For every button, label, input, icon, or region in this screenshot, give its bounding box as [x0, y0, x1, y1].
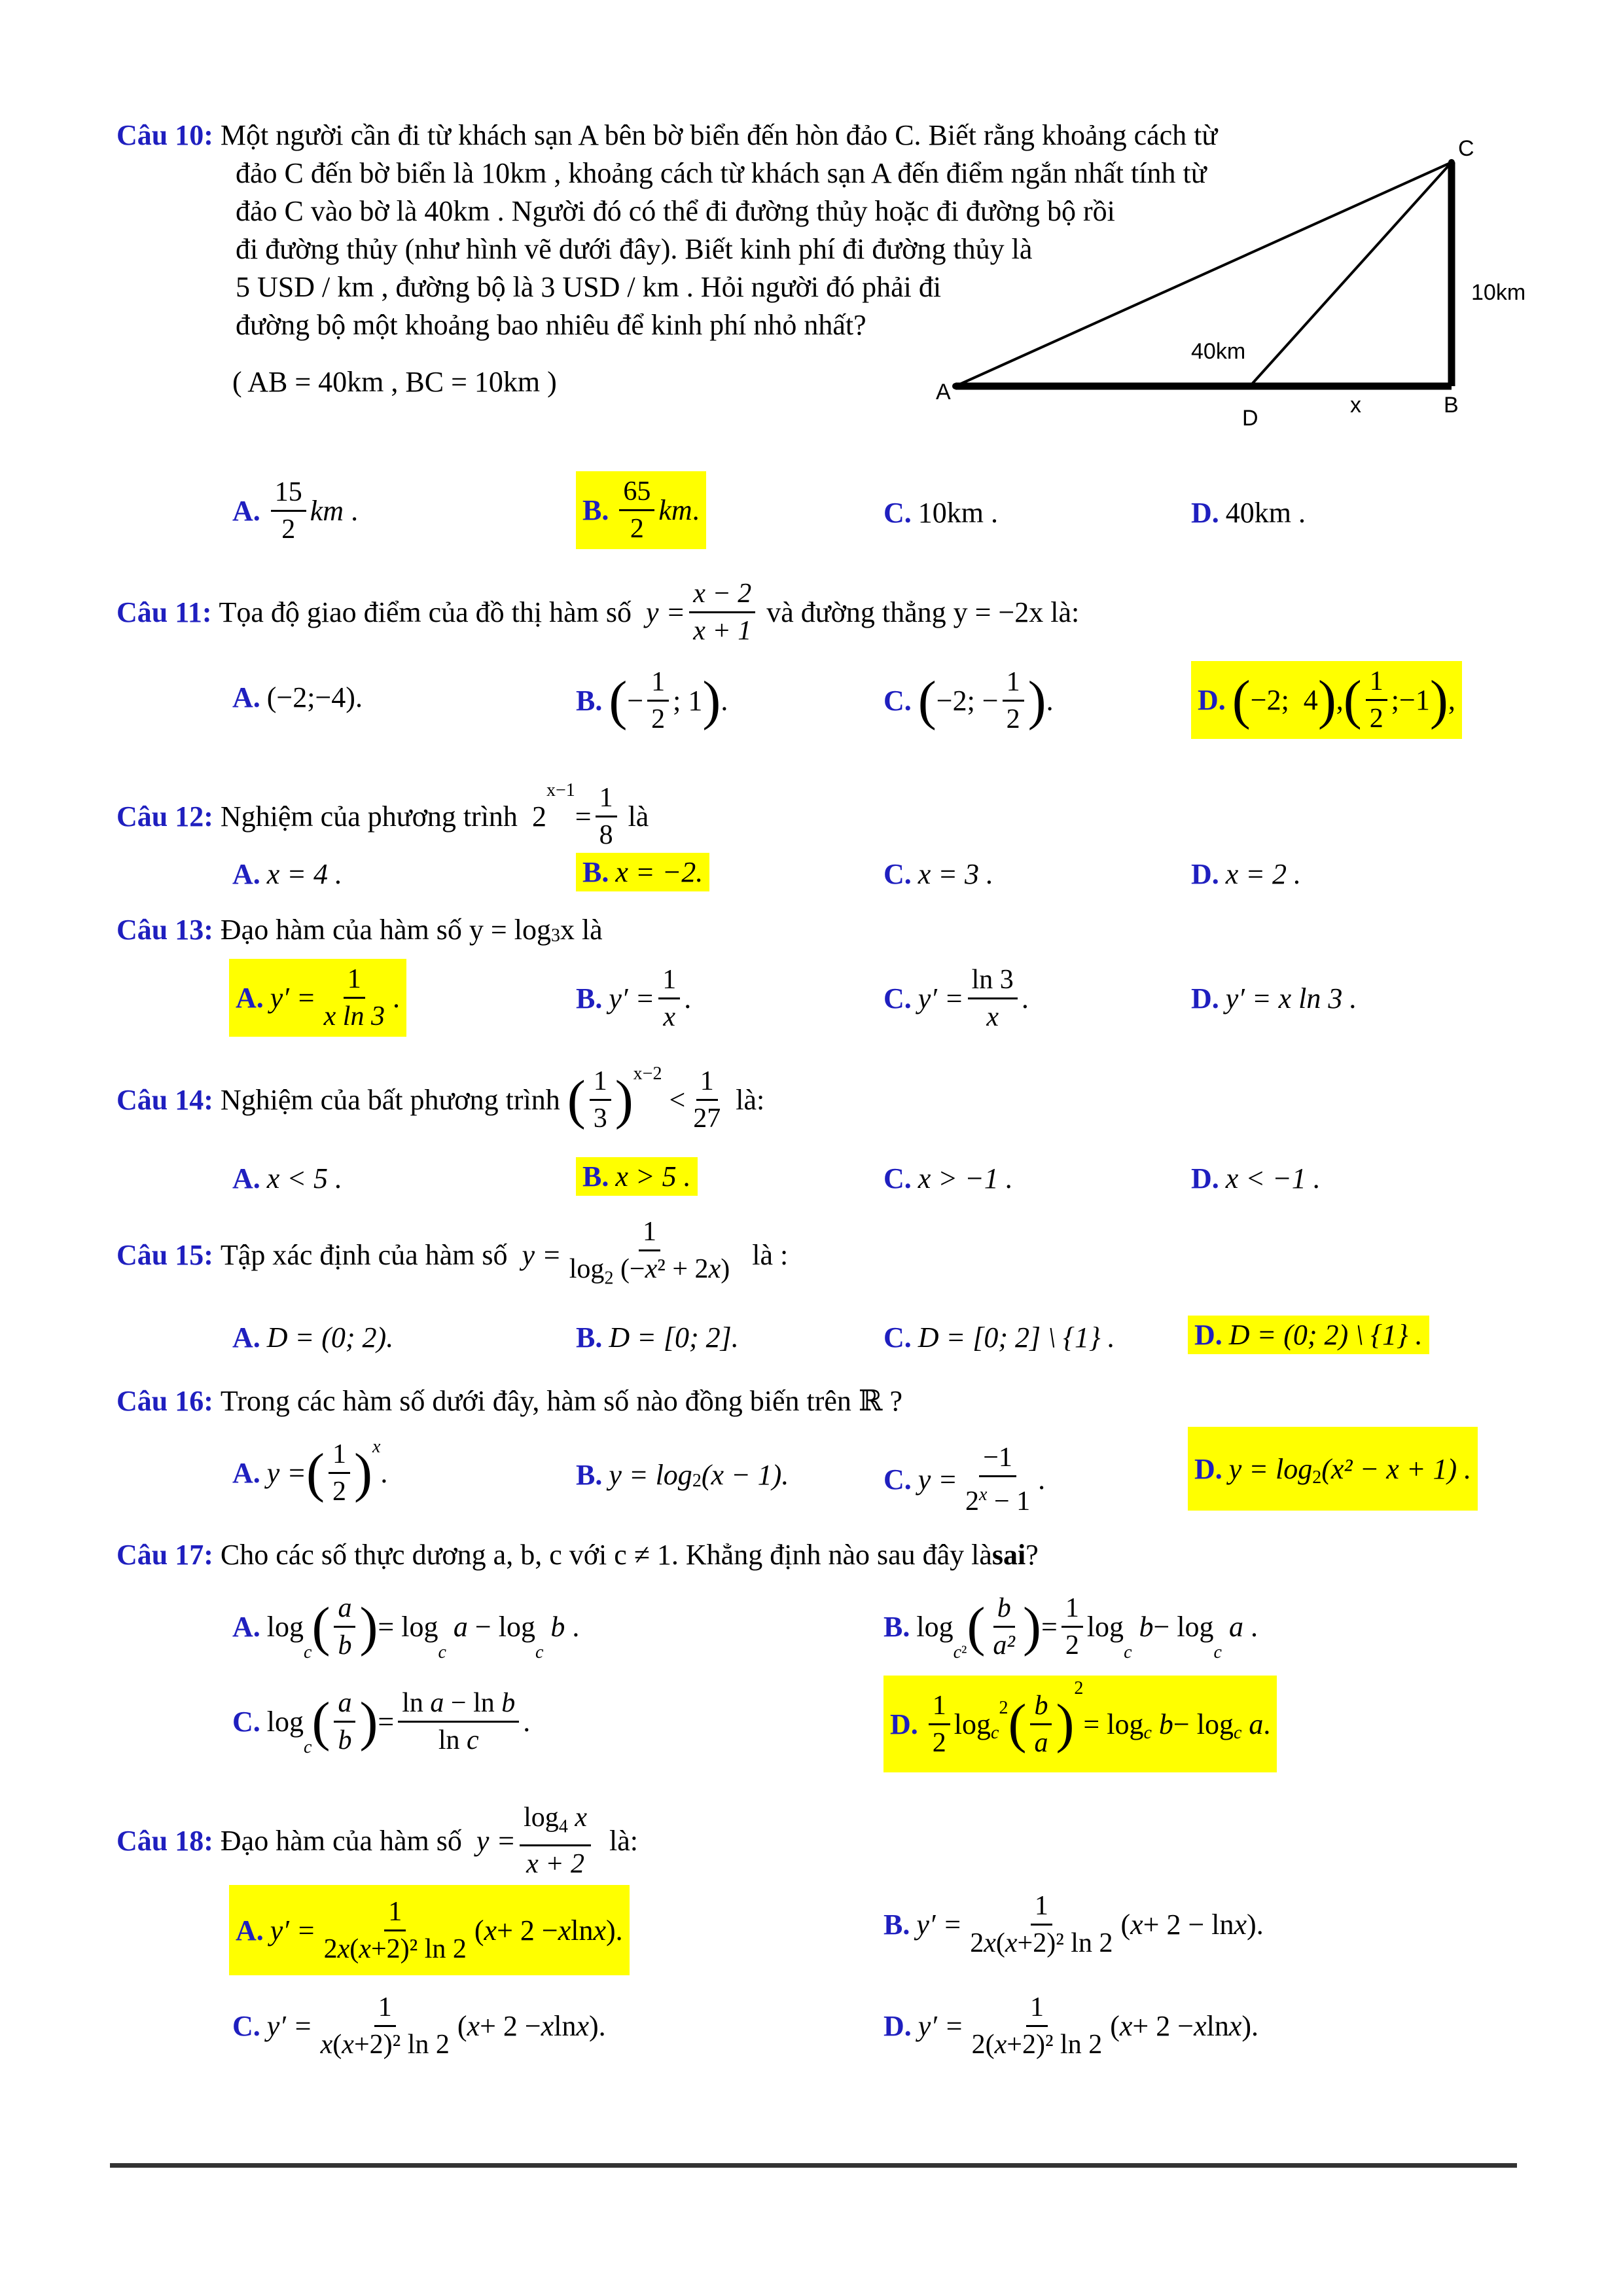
- label-bc-length: 10km: [1471, 280, 1526, 305]
- q14-option-b-answer[interactable]: B. x > 5 .: [576, 1157, 698, 1196]
- question-15-label: Câu 15:: [116, 1239, 213, 1272]
- question-11-label: Câu 11:: [116, 596, 212, 628]
- base: 2: [531, 800, 546, 833]
- option-label: D.: [1191, 497, 1219, 529]
- question-13-tail: x là: [560, 914, 603, 946]
- question-11: [116, 576, 1079, 649]
- point-d: [1247, 383, 1253, 389]
- q10-option-a[interactable]: A. $\frac{15}{2}$ km .: [232, 475, 358, 547]
- q17-option-b[interactable]: B. log $_{c ^2}$ ( $\frac{b}{\text{a²}}$ ) = $\frac{1}{2}$ log $_c$ b − log $_c$ a .: [883, 1590, 1258, 1663]
- q18-option-d[interactable]: D. y′ = $\frac{1}{\text{2(x+2)² ln 2}}$ ( x + 2 − x ln x ).: [883, 1990, 1258, 2062]
- label-c: C: [1458, 136, 1474, 161]
- question-17-label: Câu 17:: [116, 1539, 213, 1571]
- question-13-text: Đạo hàm của hàm số y = log: [220, 914, 551, 946]
- question-10-text-5: 5 USD / km , đường bộ là 3 USD / km . Hỏi người đó phải đi: [236, 271, 942, 303]
- q11-option-a[interactable]: [232, 681, 363, 714]
- island-diagram: [903, 124, 1531, 432]
- point-c: [1448, 159, 1455, 166]
- question-10-text-2: đảo C đến bờ biển là 10km , khoảng cách từ khách sạn A đến điểm ngắn nhất tính từ: [236, 157, 1207, 189]
- q11-option-b[interactable]: B. ( − $\frac{1}{2}$ ; 1 ) .: [576, 664, 728, 737]
- question-10-text-1: Một người cần đi từ khách sạn A bên bờ biển đến hòn đảo C. Biết rằng khoảng cách từ: [220, 119, 1218, 151]
- question-10-givens: ( AB = 40km , BC = 10km ): [232, 366, 557, 398]
- q18-option-c[interactable]: C. y′ = $\frac{1}{\text{x(x+2)² ln 2}}$ ( x + 2 − x ln x ).: [232, 1990, 606, 2062]
- q12-option-c[interactable]: C. x = 3 .: [883, 858, 994, 890]
- label-b: B: [1444, 393, 1459, 418]
- option-value: (−2;−4).: [266, 681, 363, 713]
- function-lhs: y =: [646, 596, 686, 628]
- question-10-text-6: đường bộ một khoảng bao nhiêu để kinh phí nhỏ nhất?: [236, 309, 866, 341]
- q16-option-b[interactable]: B. y = log $_2$ (x − 1).: [576, 1459, 789, 1491]
- q16-option-c[interactable]: C. y = $\frac{-1}{2^x - 1}$ .: [883, 1440, 1045, 1519]
- option-label: C.: [883, 685, 912, 717]
- question-11-text: Tọa độ giao điểm của đồ thị hàm số: [219, 596, 632, 628]
- q15-option-d-answer[interactable]: D. D = (0; 2) \ {1} .: [1188, 1316, 1429, 1354]
- question-12: [116, 780, 649, 853]
- option-value: 40km .: [1225, 497, 1306, 529]
- question-13-label: Câu 13:: [116, 914, 213, 946]
- option-label: B.: [582, 494, 609, 526]
- q15-option-b[interactable]: B. D = [0; 2].: [576, 1321, 739, 1354]
- question-14-tail: là:: [736, 1084, 765, 1116]
- q15-option-a[interactable]: A. D = (0; 2).: [232, 1321, 394, 1354]
- label-ac-length: 40km: [1191, 339, 1246, 364]
- question-10-label: Câu 10:: [116, 119, 213, 151]
- option-label: B.: [576, 685, 603, 717]
- exponent: x−2: [633, 1064, 662, 1084]
- q11-option-d-answer[interactable]: D. ( −2; 4 ) , ( $\frac{1}{2}$ ;−1 ) ,: [1191, 661, 1462, 739]
- q12-option-a[interactable]: A. x = 4 .: [232, 858, 343, 890]
- option-label: D.: [1198, 684, 1226, 716]
- log-base: 3: [550, 925, 560, 946]
- q11-option-c[interactable]: C. ( −2; − $\frac{1}{2}$ ) .: [883, 664, 1054, 737]
- point-a: [952, 383, 959, 389]
- q10-option-d[interactable]: [1191, 496, 1306, 529]
- question-14: Câu 14: Nghiệm của bất phương trình ( $\frac{1}{3}$ ) $^{x-2}$ < $\frac{1}{27}$ là:: [116, 1064, 765, 1134]
- question-10-text-4: đi đường thủy (như hình vẽ dưới đây). Biết kinh phí đi đường thủy là: [236, 233, 1033, 265]
- question-16-text: Trong các hàm số dưới đây, hàm số nào đồng biến trên ℝ ?: [220, 1385, 903, 1417]
- question-11-text-2: và đường thẳng y = −2x là:: [766, 596, 1080, 628]
- question-15: Câu 15: Tập xác định của hàm số y = $\frac{1}{\log_2 (-x^2 + 2x)}$ là :: [116, 1214, 788, 1296]
- q13-option-d[interactable]: D. y′ = x ln 3 .: [1191, 982, 1357, 1014]
- unit: km: [310, 495, 344, 527]
- question-18-text: Đạo hàm của hàm số: [220, 1825, 462, 1857]
- q16-option-d-answer[interactable]: D. y = log $_2$ (x² − x + 1) .: [1188, 1427, 1478, 1511]
- question-17-text: Cho các số thực dương a, b, c với c ≠ 1. Khẳng định nào sau đây là: [220, 1539, 992, 1571]
- emphasis: sai: [991, 1539, 1026, 1571]
- footer-rule: [110, 2163, 1517, 2168]
- q17-option-a[interactable]: A. log $_c$ ( $\frac{a}{b}$ ) = log $_c$ a − log $_c$ b .: [232, 1590, 579, 1663]
- q10-option-c[interactable]: [883, 496, 998, 529]
- segment-dc: [1250, 162, 1452, 386]
- q16-option-a[interactable]: A. y = ( $\frac{1}{2}$ ) $^x$ .: [232, 1437, 388, 1507]
- unit: km: [658, 494, 692, 526]
- question-10-text-3: đảo C vào bờ là 40km . Người đó có thể đi đường thủy hoặc đi đường bộ rồi: [236, 195, 1115, 227]
- q17-option-c[interactable]: C. log $_c$ ( $\frac{a}{b}$ ) = $\frac{\text{ln a − ln b}}{\text{ln c}}$ .: [232, 1685, 530, 1758]
- fraction: $\frac{x - 2}{x + 1}$: [689, 576, 755, 649]
- question-15-text: Tập xác định của hàm số: [220, 1239, 508, 1272]
- q18-option-a-answer[interactable]: A. y′ = $\frac{1}{\text{2x(x+2)² ln 2}}$ ( x + 2 − x ln x ).: [229, 1885, 630, 1975]
- question-12-text: Nghiệm của phương trình: [220, 800, 518, 833]
- q13-option-c[interactable]: C. y′ = $\frac{\ln 3}{x}$ .: [883, 962, 1029, 1035]
- question-12-tail: là: [628, 800, 649, 833]
- q13-option-a-answer[interactable]: A. y′ = $\frac{1}{\text{x ln 3}}$ .: [229, 959, 406, 1037]
- question-15-tail: là :: [752, 1239, 789, 1272]
- question-14-label: Câu 14:: [116, 1084, 213, 1116]
- option-label: A.: [232, 495, 260, 527]
- question-18-label: Câu 18:: [116, 1825, 213, 1857]
- q12-option-d[interactable]: D. x = 2 .: [1191, 858, 1302, 890]
- question-14-text: Nghiệm của bất phương trình: [220, 1084, 560, 1116]
- label-x: x: [1350, 393, 1361, 418]
- option-label: A.: [232, 681, 260, 713]
- question-16: [116, 1384, 902, 1418]
- fraction: $\frac{65}{2}$: [619, 474, 654, 547]
- label-d: D: [1242, 406, 1258, 431]
- question-18: Câu 18: Đạo hàm của hàm số y = $\frac{\log_4 x}{x + 2}$ là:: [116, 1800, 638, 1882]
- option-label: C.: [883, 497, 912, 529]
- q10-option-b-answer[interactable]: B. $\frac{65}{2}$ km .: [576, 471, 706, 549]
- exponent: x−1: [546, 780, 575, 800]
- question-18-tail: là:: [609, 1825, 638, 1857]
- q17-option-d-answer[interactable]: D. $\frac{1}{2}$ log $_c$ 2 ( $\frac{b}{a}$ ) 2 = log c b − log $_c$ a .: [883, 1676, 1277, 1772]
- option-value: 10km .: [918, 497, 999, 529]
- q13-option-b[interactable]: B. y′ = $\frac{1}{x}$ .: [576, 962, 691, 1035]
- fraction: $\frac{1}{8}$: [596, 780, 617, 853]
- fraction: $\frac{15}{2}$: [271, 475, 306, 547]
- question-16-label: Câu 16:: [116, 1385, 213, 1417]
- label-a: A: [936, 380, 951, 404]
- equals: =: [575, 800, 592, 833]
- question-12-label: Câu 12:: [116, 800, 213, 833]
- q12-option-b-answer[interactable]: B. x = −2.: [576, 853, 709, 891]
- question-17: Câu 17: Cho các số thực dương a, b, c với c ≠ 1. Khẳng định nào sau đây là sai ?: [116, 1539, 1039, 1571]
- q14-option-a[interactable]: A. x < 5 .: [232, 1162, 343, 1194]
- question-13: [116, 913, 603, 946]
- q15-option-c[interactable]: C. D = [0; 2] \ {1} .: [883, 1321, 1115, 1354]
- q14-option-d[interactable]: D. x < −1 .: [1191, 1162, 1321, 1194]
- q14-option-c[interactable]: C. x > −1 .: [883, 1162, 1013, 1194]
- q18-option-b[interactable]: B. y′ = $\frac{1}{\text{2x(x+2)² ln 2}}$ ( x + 2 − ln x ).: [883, 1888, 1264, 1961]
